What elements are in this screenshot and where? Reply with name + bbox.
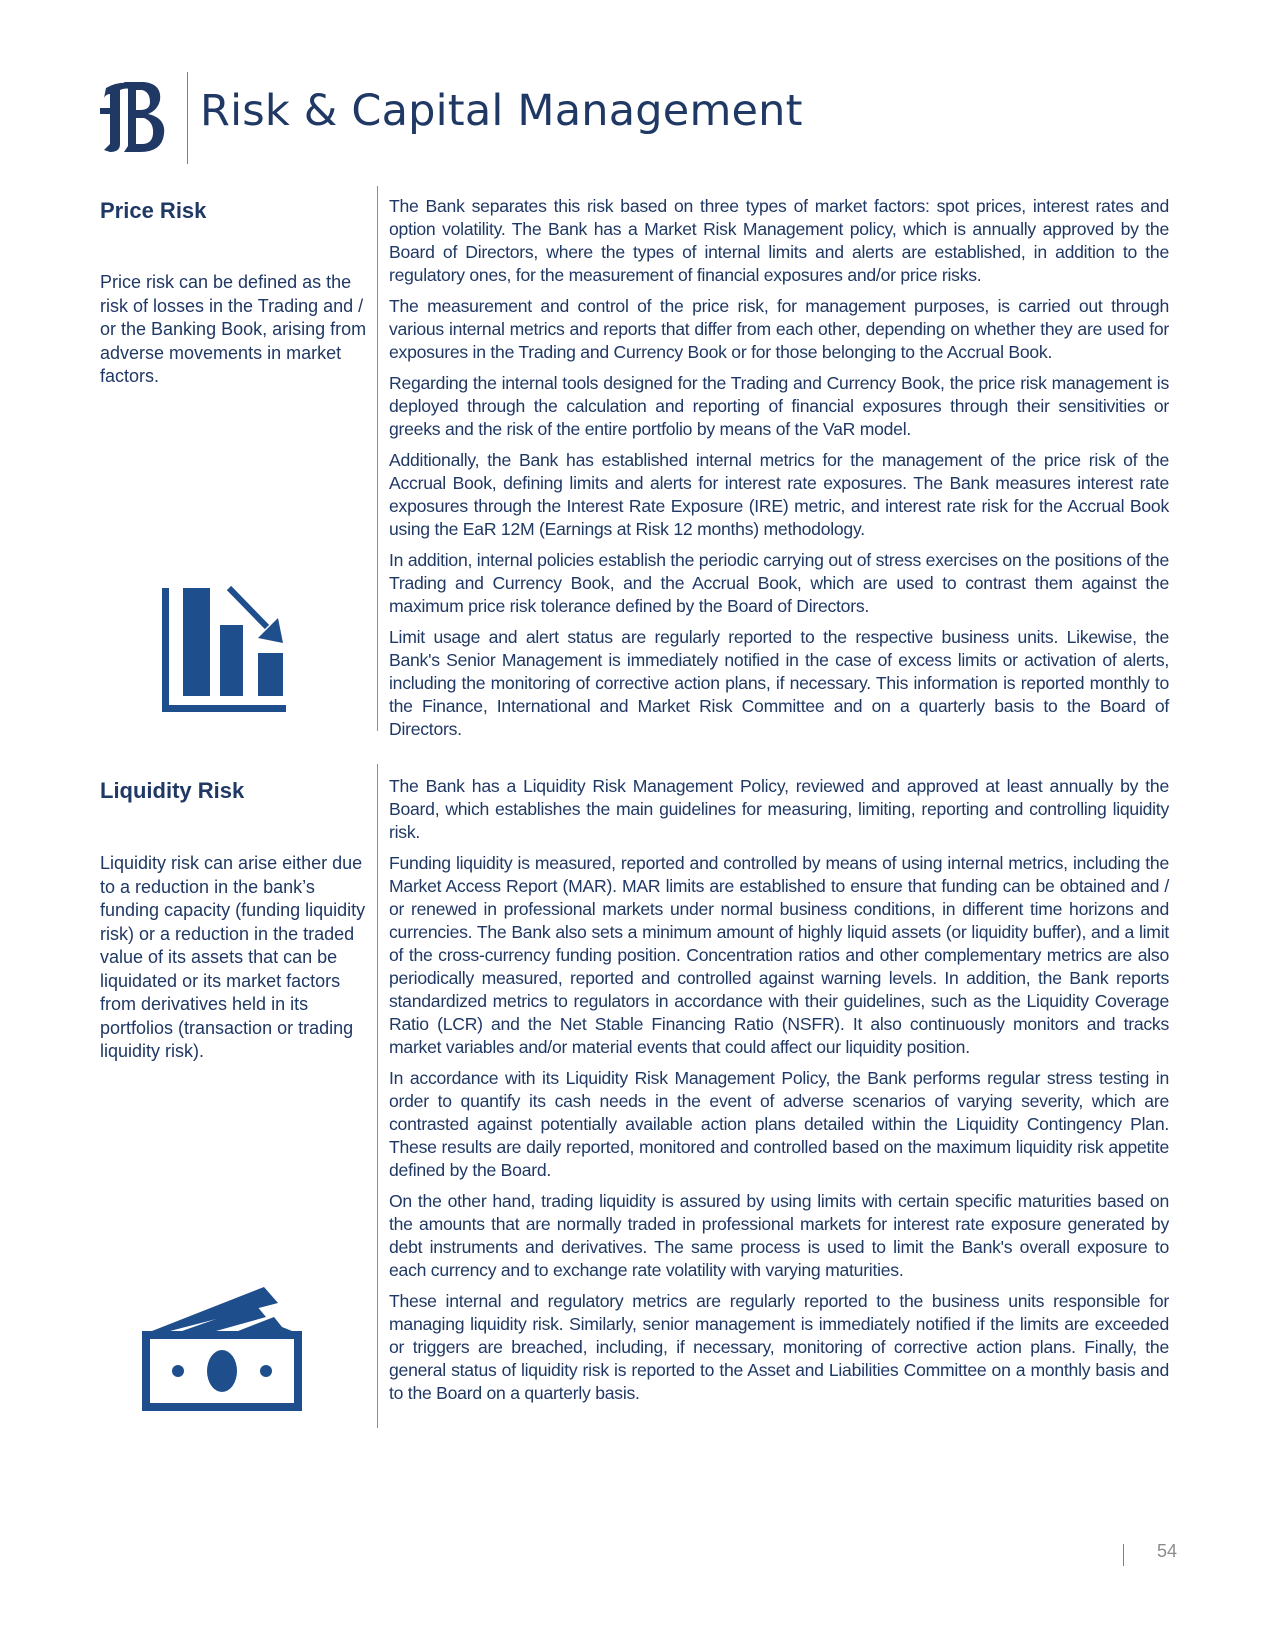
bank-monogram-logo [100,78,168,156]
price-risk-body [389,195,1169,749]
liquidity-risk-paragraph: The Bank has a Liquidity Risk Management Policy, reviewed and approved at least annually by the Board, which establishes the main guidelines for measuring, limiting, reporting and controlling liquidity risk. [389,776,1169,842]
liquidity-risk-heading: Liquidity Risk [100,778,245,803]
cash-banknote-icon [142,1287,302,1411]
price-risk-heading: Price Risk [100,198,207,223]
liquidity-risk-body [389,775,1169,1413]
price-risk-paragraph: Regarding the internal tools designed for the Trading and Currency Book, the price risk management is deployed through the calculation and reporting of financial exposures through their sensitivities or greeks and the risk of the entire portfolio by means of the VaR model. [389,373,1169,439]
liquidity-risk-divider [377,764,378,1428]
price-risk-definition: Price risk can be defined as the risk of losses in the Trading and / or the Banking Book, arising from adverse movements in market factors. [100,272,367,386]
price-risk-paragraph: In addition, internal policies establish the periodic carrying out of stress exercises on the positions of the Trading and Currency Book, and the Accrual Book, which are used to contrast them against the maximum price risk tolerance defined by the Board of Directors. [389,550,1169,616]
page-number: 54 [1157,1541,1178,1561]
page-title: Risk & Capital Management [200,86,803,136]
liquidity-risk-paragraph: In accordance with its Liquidity Risk Management Policy, the Bank performs regular stress testing in order to quantify its cash needs in the event of adverse scenarios of varying severity, which are contrasted against potentially available action plans detailed within the Liquidity Contingency Plan. These results are daily reported, monitored and controlled based on the maximum liquidity risk appetite defined by the Board. [389,1068,1169,1180]
page-number-divider [1123,1544,1124,1566]
liquidity-risk-paragraph: On the other hand, trading liquidity is assured by using limits with certain specific maturities based on the amounts that are normally traded in professional markets for interest rate exposure generated by debt instruments and derivatives. The same process is used to limit the Bank's overall exposure to each currency and to exchange rate volatility with varying maturities. [389,1191,1169,1280]
price-risk-paragraph: The Bank separates this risk based on three types of market factors: spot prices, interest rates and option volatility. The Bank has a Market Risk Management policy, which is annually approved by the Board of Directors, where the types of internal limits and alerts are established, in addition to the regulatory ones, for the measurement of financial exposures and/or price risks. [389,196,1169,285]
price-risk-paragraph: Additionally, the Bank has established internal metrics for the management of the price risk of the Accrual Book, defining limits and alerts for interest rate exposures. The Bank measures interest rate exposures through the Interest Rate Exposure (IRE) metric, and interest rate risk for the Accrual Book using the EaR 12M (Earnings at Risk 12 months) methodology. [389,450,1169,539]
declining-bar-chart-icon [162,585,286,713]
liquidity-risk-paragraph: These internal and regulatory metrics are regularly reported to the business units responsible for managing liquidity risk. Similarly, senior management is immediately notified if the limits are exceeded or triggers are breached, including, if necessary, monitoring of corrective action plans. Finally, the general status of liquidity risk is reported to the Asset and Liabilities Committee on a monthly basis and to the Board on a quarterly basis. [389,1291,1169,1403]
price-risk-divider [377,186,378,731]
liquidity-risk-definition: Liquidity risk can arise either due to a reduction in the bank’s funding capacity (funding liquidity risk) or a reduction in the traded value of its assets that can be liquidated or its market factors from derivatives held in its portfolios (transaction or trading liquidity risk). [100,853,366,1061]
liquidity-risk-paragraph: Funding liquidity is measured, reported and controlled by means of using internal metrics, including the Market Access Report (MAR). MAR limits are established to ensure that funding can be obtained and / or renewed in professional markets under normal business conditions, in different time horizons and currencies. The Bank also sets a minimum amount of highly liquid assets (or liquidity buffer), and a limit of the cross-currency funding position. Concentration ratios and other complementary metrics are also periodically measured, reported and controlled against warning levels. In addition, the Bank reports standardized metrics to regulators in accordance with their guidelines, such as the Liquidity Coverage Ratio (LCR) and the Net Stable Financing Ratio (NSFR). It also continuously monitors and tracks market variables and/or material events that could affect our liquidity position. [389,853,1169,1057]
price-risk-paragraph: The measurement and control of the price risk, for management purposes, is carried out through various internal metrics and reports that differ from each other, depending on whether they are used for exposures in the Trading and Currency Book or for those belonging to the Accrual Book. [389,296,1169,362]
price-risk-paragraph: Limit usage and alert status are regularly reported to the respective business units. Likewise, the Bank's Senior Management is immediately notified in the case of excess limits or activation of alerts, including the monitoring of corrective action plans, if necessary. This information is reported monthly to the Finance, International and Market Risk Committee and on a quarterly basis to the Board of Directors. [389,627,1169,739]
header-divider [187,72,188,164]
